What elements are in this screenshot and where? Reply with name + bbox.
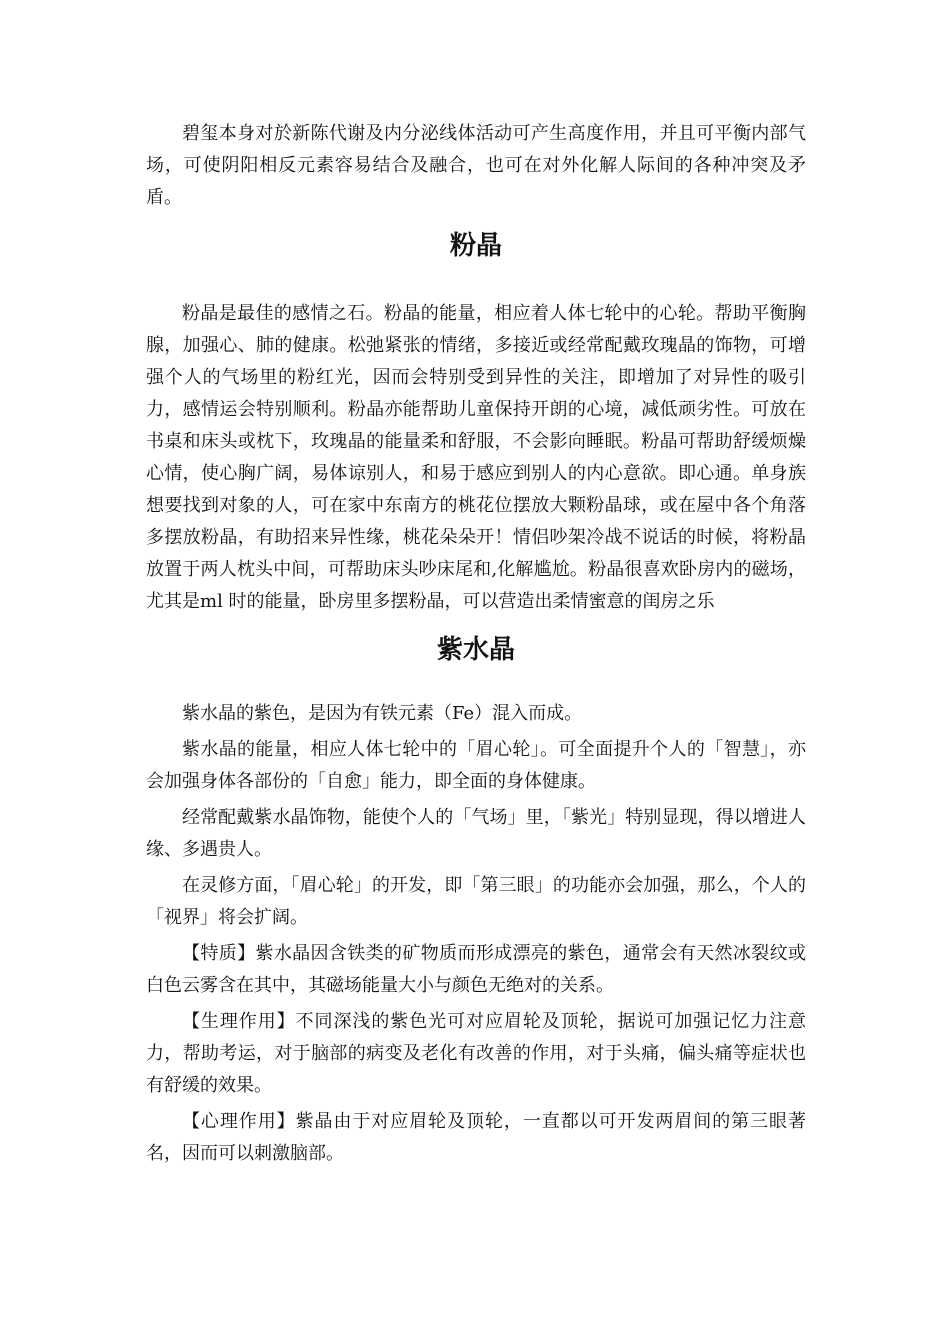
amethyst-section [146, 698, 806, 1170]
amethyst-paragraph-psychological: 【心理作用】紫晶由于对应眉轮及顶轮，一直都以可开发两眉间的第三眼著名，因而可以刺激脑部。 [146, 1111, 806, 1164]
intro-paragraph: 碧玺本身对於新陈代谢及内分泌线体活动可产生高度作用，并且可平衡内部气场，可使阴阳相反元素容易结合及融合，也可在对外化解人际间的各种冲突及矛盾。 [146, 123, 806, 208]
amethyst-paragraph-physiological: 【生理作用】不同深浅的紫色光可对应眉轮及顶轮，据说可加强记忆力注意力，帮助考运，对于脑部的病变及老化有改善的作用，对于头痛，偏头痛等症状也有舒缓的效果。 [146, 1011, 806, 1096]
amethyst-heading: 紫水晶 [436, 635, 515, 665]
amethyst-paragraph-properties: 【特质】紫水晶因含铁类的矿物质而形成漂亮的紫色，通常会有天然冰裂纹或白色云雾含在其中，其磁场能量大小与颜色无绝对的关系。 [146, 943, 806, 996]
amethyst-paragraph-energy: 紫水晶的能量，相应人体七轮中的「眉心轮」。可全面提升个人的「智慧」，亦会加强身体各部份的「自愈」能力，即全面的身体健康。 [146, 739, 806, 792]
document-page [146, 118, 806, 1174]
amethyst-paragraph-aura: 经常配戴紫水晶饰物，能使个人的「气场」里，「紫光」特别显现，得以增进人缘、多遇贵人。 [146, 807, 806, 860]
pink-crystal-heading: 粉晶 [449, 231, 502, 261]
amethyst-paragraph-color: 紫水晶的紫色，是因为有铁元素（Fe）混入而成。 [182, 703, 583, 724]
pink-crystal-paragraph: 粉晶是最佳的感情之石。粉晶的能量，相应着人体七轮中的心轮。帮助平衡胸腺，加强心、肺的健康。松弛紧张的情绪，多接近或经常配戴玫瑰晶的饰物，可增强个人的气场里的粉红光，因而会特别受到异性的关注，即增加了对异性的吸引力，感情运会特别顺利。粉晶亦能帮助儿童保持开朗的心境，减低顽劣性。可放在书桌和床头或枕下，玫瑰晶的能量柔和舒服，不会影向睡眠。粉晶可帮助舒缓烦燥心情，使心胸广阔，易体谅别人，和易于感应到别人的内心意欲。即心通。单身族想要找到对象的人，可在家中东南方的桃花位摆放大颗粉晶球，或在屋中各个角落多摆放粉晶，有助招来异性缘，桃花朵朵开！情侣吵架冷战不说话的时候，将粉晶放置于两人枕头中间，可帮助床头吵床尾和,化解尴尬。粉晶很喜欢卧房内的磁场，尤其是ml 时的能量，卧房里多摆粉晶，可以营造出柔情蜜意的闺房之乐 [146, 303, 806, 612]
amethyst-paragraph-spiritual: 在灵修方面，「眉心轮」的开发，即「第三眼」的功能亦会加强，那么，个人的「视界」将会扩阔。 [146, 875, 806, 928]
